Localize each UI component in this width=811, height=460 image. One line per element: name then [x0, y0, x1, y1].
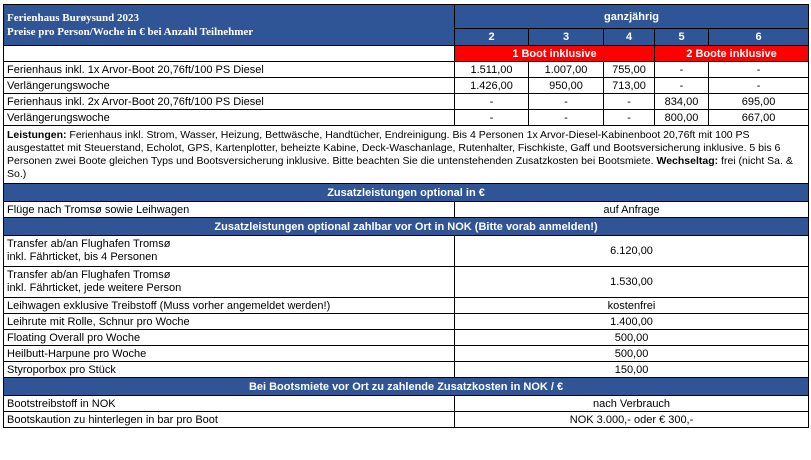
price-value: -: [455, 94, 529, 110]
price-value: -: [529, 94, 604, 110]
optional-heading-row: [4, 184, 809, 202]
price-row: [4, 110, 809, 126]
boat2-label: 2 Boote inklusive: [655, 46, 809, 62]
price-value: 667,00: [709, 110, 809, 126]
price-value: 755,00: [604, 62, 655, 78]
price-value: -: [455, 110, 529, 126]
header-row-1: [4, 5, 809, 29]
optional-label: Flüge nach Tromsø sowie Leihwagen: [4, 202, 455, 218]
price-table-container: [3, 4, 808, 428]
title-line-1: Ferienhaus Burøysund 2023: [7, 12, 140, 24]
persons-5: 5: [655, 29, 709, 46]
optional-nok-row: [4, 298, 809, 314]
optional-nok-label: Leihrute mit Rolle, Schnur pro Woche: [4, 314, 455, 330]
transfer-value: 6.120,00: [455, 236, 809, 267]
price-label: Verlängerungswoche: [4, 78, 455, 94]
title-line-2: Preise pro Person/Woche in € bei Anzahl Teilnehmer: [7, 26, 254, 38]
services-note-text: Ferienhaus inkl. Strom, Wasser, Heizung, Bettwäsche, Handtücher, Endreinigung. Bis 4 Personen 1x Arvor-Diesel-Kabinenboot 20,76ft mit 100 PS ausgestattet mit Steuerstand, Echolot, GPS, Kartenplotter, beheizte Kabine, Deck-Waschanlage, Rutenhalter, Fischkiste, Gaff und Bootsversicherung inklusive. 5 bis 6 Personen zwei Boote gleichen Typs und Bootsversicherung inklusive. Bitte beachten Sie die untenstehenden Zusatzkosten bei Bootsmiete.: [7, 128, 781, 167]
optional-nok-value: 1.400,00: [455, 314, 809, 330]
optional-heading: Zusatzleistungen optional in €: [4, 184, 809, 202]
price-value: -: [604, 94, 655, 110]
optional-nok-label: Heilbutt-Harpune pro Woche: [4, 346, 455, 362]
persons-4: 4: [604, 29, 655, 46]
price-value: -: [529, 110, 604, 126]
price-value: 695,00: [709, 94, 809, 110]
optional-nok-value: 150,00: [455, 362, 809, 378]
optional-nok-row: [4, 330, 809, 346]
price-value: -: [604, 110, 655, 126]
boat-cost-row: [4, 396, 809, 412]
optional-nok-row: [4, 362, 809, 378]
price-row: [4, 78, 809, 94]
transfer-label: [4, 267, 455, 298]
boat-cost-value: NOK 3.000,- oder € 300,-: [455, 412, 809, 428]
optional-nok-label: Leihwagen exklusive Treibstoff (Muss vorher angemeldet werden!): [4, 298, 455, 314]
table-title: [4, 5, 455, 46]
price-value: 834,00: [655, 94, 709, 110]
transfer-value: 1.530,00: [455, 267, 809, 298]
persons-3: 3: [529, 29, 604, 46]
price-row: [4, 62, 809, 78]
optional-nok-row: [4, 346, 809, 362]
services-note-row: [4, 126, 809, 184]
optional-nok-label: Styroporbox pro Stück: [4, 362, 455, 378]
boat-cost-value: nach Verbrauch: [455, 396, 809, 412]
price-label: Ferienhaus inkl. 2x Arvor-Boot 20,76ft/100 PS Diesel: [4, 94, 455, 110]
optional-row: [4, 202, 809, 218]
price-label: Verlängerungswoche: [4, 110, 455, 126]
change-day-text: frei (nicht Sa. & So.): [7, 154, 793, 180]
transfer1-line1: Transfer ab/an Flughafen Tromsø: [7, 238, 171, 250]
change-day-label: Wechseltag:: [656, 154, 719, 167]
price-table: [3, 4, 809, 428]
transfer2-line1: Transfer ab/an Flughafen Tromsø: [7, 269, 171, 281]
optional-nok-value: 500,00: [455, 346, 809, 362]
price-value: -: [709, 78, 809, 94]
transfer-row: [4, 236, 809, 267]
optional-nok-value: 500,00: [455, 330, 809, 346]
price-value: 800,00: [655, 110, 709, 126]
persons-2: 2: [455, 29, 529, 46]
price-label: Ferienhaus inkl. 1x Arvor-Boot 20,76ft/100 PS Diesel: [4, 62, 455, 78]
price-value: 713,00: [604, 78, 655, 94]
boat-cost-label: Bootskaution zu hinterlegen in bar pro Boot: [4, 412, 455, 428]
optional-nok-label: Floating Overall pro Woche: [4, 330, 455, 346]
price-value: 1.007,00: [529, 62, 604, 78]
transfer-label: [4, 236, 455, 267]
price-value: 950,00: [529, 78, 604, 94]
transfer2-line2: inkl. Fährticket, jede weitere Person: [7, 282, 182, 294]
price-value: 1.426,00: [455, 78, 529, 94]
optional-nok-row: [4, 314, 809, 330]
price-value: -: [709, 62, 809, 78]
optional-nok-value: kostenfrei: [455, 298, 809, 314]
boat-cost-label: Bootstreibstoff in NOK: [4, 396, 455, 412]
transfer-row: [4, 267, 809, 298]
optional-value: auf Anfrage: [455, 202, 809, 218]
boat-label-row: [4, 46, 809, 62]
boat-cost-row: [4, 412, 809, 428]
optional-nok-heading: Zusatzleistungen optional zahlbar vor Ort in NOK (Bitte vorab anmelden!): [4, 218, 809, 236]
transfer1-line2: inkl. Fährticket, bis 4 Personen: [7, 251, 158, 263]
boat1-label: 1 Boot inklusive: [455, 46, 655, 62]
price-row: [4, 94, 809, 110]
price-value: -: [655, 62, 709, 78]
optional-nok-heading-row: [4, 218, 809, 236]
price-value: -: [655, 78, 709, 94]
season-header: ganzjährig: [455, 5, 809, 29]
price-value: 1.511,00: [455, 62, 529, 78]
services-note-prefix: Leistungen:: [7, 128, 67, 141]
persons-6: 6: [709, 29, 809, 46]
boat-costs-heading-row: [4, 378, 809, 396]
boat-costs-heading: Bei Bootsmiete vor Ort zu zahlende Zusatzkosten in NOK / €: [4, 378, 809, 396]
services-note: [4, 126, 809, 184]
empty-cell: [4, 46, 455, 62]
